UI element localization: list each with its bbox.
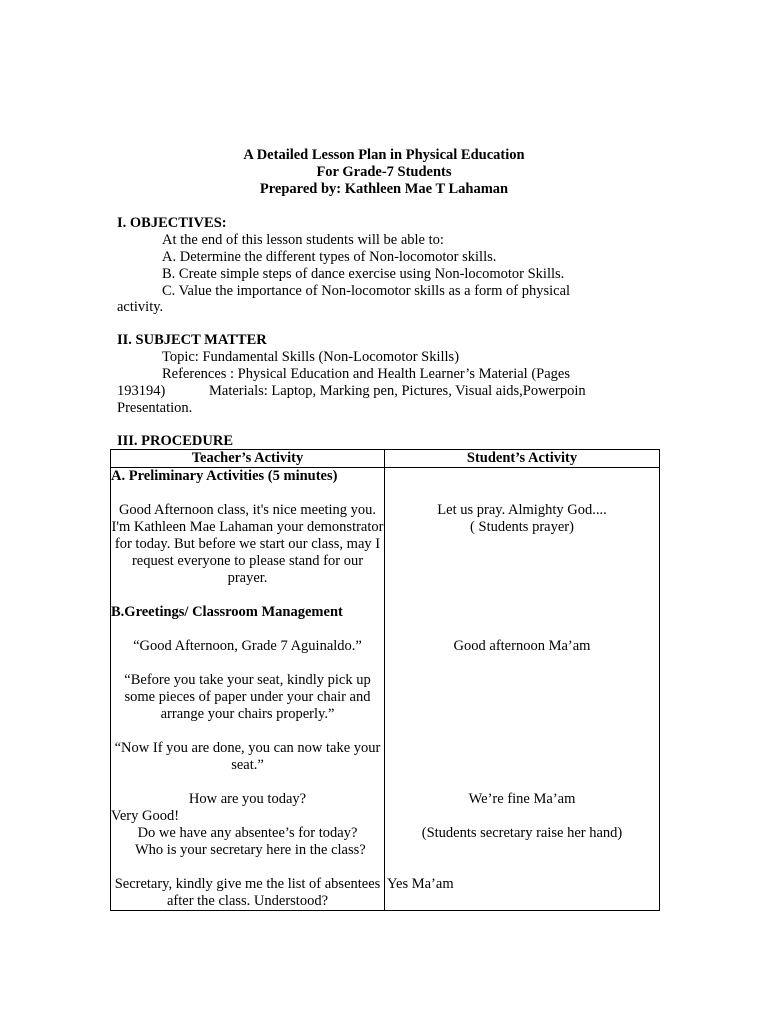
how-are-you-line: How are you today? [188,791,307,807]
teacher-activity-cell [111,468,385,911]
teacher-activity-header: Teacher’s Activity [111,450,385,468]
procedure-heading: III. PROCEDURE [117,433,234,449]
secretary-reply: (Students secretary raise her hand) [421,825,623,841]
greeting-line-3: “Now If you are done, you can now take your seat.” [114,740,381,773]
greeting-reply: Good afternoon Ma’am [453,638,591,654]
student-activity-header: Student’s Activity [385,450,660,468]
doc-subtitle: For Grade-7 Students [316,164,452,180]
greetings-heading: B.Greetings/ Classroom Management [111,604,343,620]
greeting-line-2: “Before you take your seat, kindly pick up some pieces of paper under your chair and arrange your chairs properly.” [124,672,371,722]
procedure-table [110,449,660,911]
subject-topic: Topic: Fundamental Skills (Non-Locomotor Skills) [162,349,460,365]
subject-matter-heading: II. SUBJECT MATTER [117,332,267,348]
objective-b: B. Create simple steps of dance exercise using Non-locomotor Skills. [162,266,565,282]
student-activity-cell [385,468,660,911]
list-request-reply: Yes Ma’am [387,876,454,892]
secretary-question: Who is your secretary here in the class? [135,842,366,858]
objective-c-cont: activity. [117,299,164,315]
subject-pages: 193194) [117,383,166,399]
objectives-intro: At the end of this lesson students will be able to: [162,232,444,248]
prayer-line-2: ( Students prayer) [470,519,574,535]
doc-author: Prepared by: Kathleen Mae T Lahaman [259,181,509,197]
prayer-line-1: Let us pray. Almighty God.... [437,502,607,518]
table-row [111,468,660,911]
objective-c: C. Value the importance of Non-locomotor skills as a form of physical [162,283,571,299]
subject-materials: Materials: Laptop, Marking pen, Pictures, Visual aids,Powerpoin [209,383,586,399]
preliminary-text: Good Afternoon class, it's nice meeting you. I'm Kathleen Mae Lahaman your demonstrator for today. But before we start our class, may I request everyone to please stand for our prayer. [111,502,384,586]
doc-title: A Detailed Lesson Plan in Physical Education [243,147,525,163]
absentee-list-request: Secretary, kindly give me the list of absentees after the class. Understood? [114,876,381,909]
very-good-line: Very Good! [111,808,180,824]
subject-materials-cont: Presentation. [117,400,193,416]
preliminary-heading: A. Preliminary Activities (5 minutes) [111,468,338,484]
greeting-line-1: “Good Afternoon, Grade 7 Aguinaldo.” [133,638,362,654]
how-are-you-reply: We’re fine Ma’am [468,791,576,807]
objectives-heading: I. OBJECTIVES: [117,215,227,231]
subject-references: References : Physical Education and Health Learner’s Material (Pages [162,366,570,382]
objective-a: A. Determine the different types of Non-locomotor skills. [162,249,497,265]
absentee-line: Do we have any absentee’s for today? [137,825,358,841]
table-header-row [111,450,660,468]
